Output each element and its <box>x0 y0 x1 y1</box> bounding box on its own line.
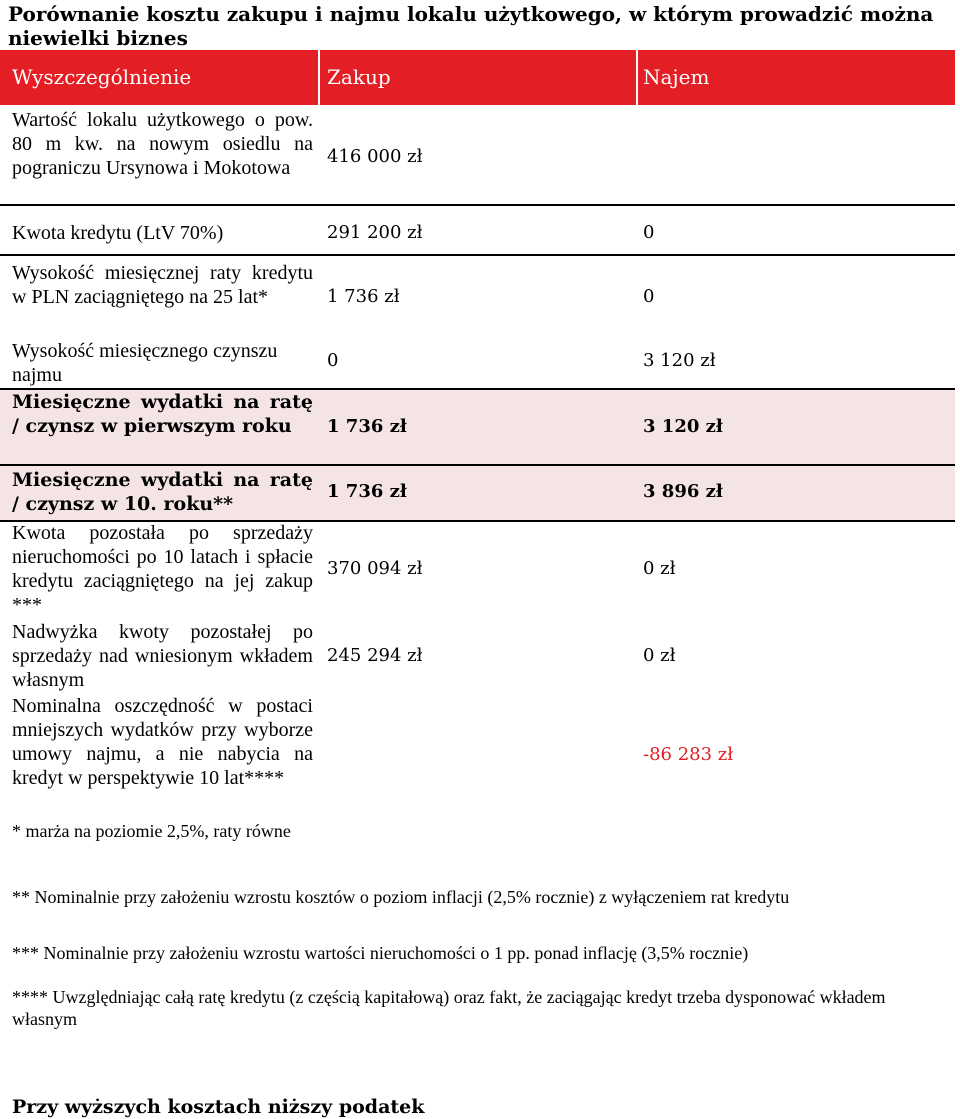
row-value-property-purchase: 416 000 zł <box>327 146 423 167</box>
row-value-tenth-year-purchase: 1 736 zł <box>327 481 407 502</box>
row-divider <box>0 254 955 256</box>
row-value-installment-rent: 0 <box>643 286 655 307</box>
page-title: Porównanie kosztu zakupu i najmu lokalu użytkowego, w którym prowadzić można niewielki biznes <box>8 2 934 50</box>
row-value-rent-rent: 3 120 zł <box>643 350 716 371</box>
row-value-remaining-purchase: 370 094 zł <box>327 558 423 579</box>
footnote-margin: * marża na poziomie 2,5%, raty równe <box>12 821 291 841</box>
row-value-savings-rent: -86 283 zł <box>643 744 734 765</box>
table-header <box>0 50 955 105</box>
row-label-loan-amount: Kwota kredytu (LtV 70%) <box>12 222 224 244</box>
header-purchase: Zakup <box>327 65 391 89</box>
row-value-remaining-rent: 0 zł <box>643 558 676 579</box>
row-value-tenth-year-rent: 3 896 zł <box>643 481 723 502</box>
footnote-property-growth: *** Nominalnie przy założeniu wzrostu wartości nieruchomości o 1 pp. ponad inflację (3,5% rocznie) <box>12 943 749 963</box>
header-divider <box>318 50 320 105</box>
row-label-property-value: Wartość lokalu użytkowego o pow. 80 m kw. na nowym osiedlu na pograniczu Ursynowa i Mokotowa <box>12 109 313 179</box>
row-label-monthly-installment: Wysokość miesięcznej raty kredytu w PLN zaciągniętego na 25 lat* <box>12 262 313 308</box>
row-value-installment-purchase: 1 736 zł <box>327 286 400 307</box>
row-label-surplus: Nadwyżka kwoty pozostałej po sprzedaży nad wniesionym wkładem własnym <box>12 621 313 691</box>
row-value-surplus-rent: 0 zł <box>643 645 676 666</box>
row-label-nominal-savings: Nominalna oszczędność w postaci mniejszych wydatków przy wyborze umowy najmu, a nie nabycia na kredyt w perspektywie 10 lat**** <box>12 695 313 789</box>
footnote-inflation: ** Nominalnie przy założeniu wzrostu kosztów o poziom inflacji (2,5% rocznie) z wyłączeniem rat kredytu <box>12 887 790 907</box>
header-specification: Wyszczególnienie <box>12 65 192 89</box>
header-rent: Najem <box>643 65 710 89</box>
row-value-rent-purchase: 0 <box>327 350 339 371</box>
row-value-surplus-purchase: 245 294 zł <box>327 645 423 666</box>
section-heading: Przy wyższych kosztach niższy podatek <box>12 1096 425 1118</box>
row-label-tenth-year-expenses: Miesięczne wydatki na ratę / czynsz w 10. roku** <box>12 469 313 515</box>
row-divider <box>0 204 955 206</box>
row-value-loan-purchase: 291 200 zł <box>327 222 423 243</box>
row-value-loan-rent: 0 <box>643 222 655 243</box>
row-label-remaining-after-sale: Kwota pozostała po sprzedaży nieruchomości po 10 latach i spłacie kredytu zaciągniętego na jej zakup *** <box>12 522 313 616</box>
header-divider <box>636 50 638 105</box>
row-label-first-year-expenses: Miesięczne wydatki na ratę / czynsz w pierwszym roku <box>12 391 313 437</box>
row-label-monthly-rent: Wysokość miesięcznego czynszu najmu <box>12 340 278 386</box>
footnote-full-installment: **** Uwzględniając całą ratę kredytu (z częścią kapitałową) oraz fakt, że zaciągając kredyt trzeba dysponować wkładem własnym <box>12 987 886 1029</box>
row-value-first-year-rent: 3 120 zł <box>643 416 723 437</box>
row-value-first-year-purchase: 1 736 zł <box>327 416 407 437</box>
row-divider <box>0 464 955 466</box>
